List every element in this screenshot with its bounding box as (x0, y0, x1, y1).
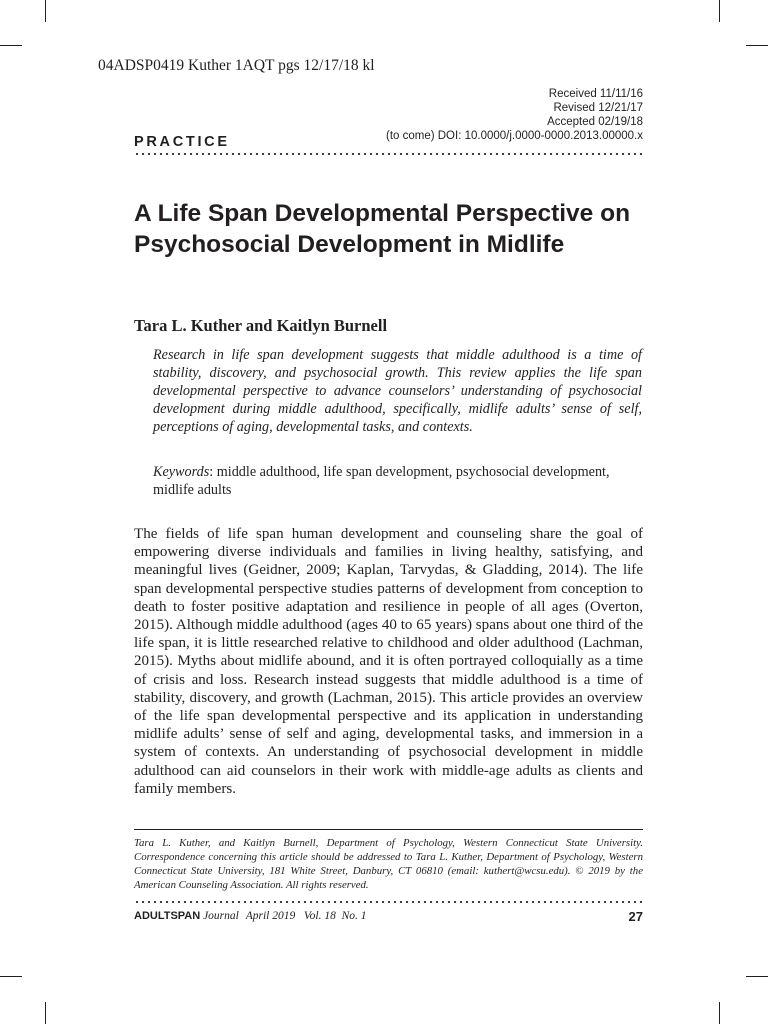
revised-date: Revised 12/21/17 (553, 102, 643, 114)
crop-mark (45, 0, 46, 22)
keywords (153, 463, 642, 499)
crop-mark (746, 45, 768, 46)
keywords-list: : middle adulthood, life span development, psychosocial development, midlife adults (153, 464, 610, 499)
journal-citation (134, 910, 367, 922)
page-number: 27 (628, 909, 643, 924)
received-date: Received 11/11/16 (548, 88, 643, 100)
crop-mark (45, 1002, 46, 1024)
crop-mark (746, 976, 768, 977)
body-paragraph: The fields of life span human development and counseling share the goal of empowering diverse individuals and families in living healthy, satisfying, and meaningful lives (Geidner, 2009; Kaplan, Tarvydas, & Gladding, 2014). The life span developmental perspective studies patterns of development from conception to death to foster positive adaptation and resilience in people of all ages (Overton, 2015). Although middle adulthood (ages 40 to 65 years) spans about one third of the life span, it is little researched relative to childhood and older adulthood (Lachman, 2015). Myths about midlife abound, and it is often portrayed colloquially as a time of crisis and loss. Research instead suggests that middle adulthood is a time of stability, discovery, and growth (Lachman, 2015). This article provides an overview of the life span developmental perspective and its application in understanding midlife adults’ sense of self and aging, developmental tasks, and immersion in a system of contexts. An understanding of psychosocial development in middle adulthood can aid counselors in their work with middle-age adults as clients and family members. (134, 526, 643, 797)
accepted-date: Accepted 02/19/18 (547, 116, 643, 128)
footnote-rule (134, 829, 643, 830)
dotted-divider (134, 901, 644, 903)
crop-mark (719, 1002, 720, 1024)
section-label: PRACTICE (134, 134, 230, 150)
keywords-label: Keywords (153, 464, 210, 480)
journal-word: Journal (203, 910, 239, 922)
abstract: Research in life span development suggests that middle adulthood is a time of stability, discovery, and psychosocial growth. This review applies the life span developmental perspective to advance counselors’ understanding of psychosocial development during middle adulthood, specifically, midlife adults’ sense of self, perceptions of aging, developmental tasks, and contexts. (153, 347, 642, 436)
article-dates (386, 87, 643, 143)
crop-mark (0, 976, 22, 977)
article-title: A Life Span Developmental Perspective on Psychosocial Development in Midlife (134, 200, 631, 258)
crop-mark (719, 0, 720, 22)
journal-issue: April 2019 Vol. 18 No. 1 (245, 910, 367, 922)
author-footnote: Tara L. Kuther, and Kaitlyn Burnell, Department of Psychology, Western Connecticut State University. Correspondence concerning this article should be addressed to Tara L. Kuther, Department of Psychology, Western Connecticut State University, 181 White Street, Danbury, CT 06810 (email: kuthert@wcsu.edu). © 2019 by the American Counseling Association. All rights reserved. (134, 837, 643, 892)
crop-mark (0, 45, 22, 46)
doi: (to come) DOI: 10.0000/j.0000-0000.2013.00000.x (385, 130, 643, 142)
journal-name: ADULTSPAN (134, 910, 201, 922)
proof-slug-line: 04ADSP0419 Kuther 1AQT pgs 12/17/18 kl (98, 57, 375, 74)
dotted-divider (134, 153, 644, 155)
page-footer (134, 908, 643, 926)
article-authors: Tara L. Kuther and Kaitlyn Burnell (134, 316, 388, 335)
